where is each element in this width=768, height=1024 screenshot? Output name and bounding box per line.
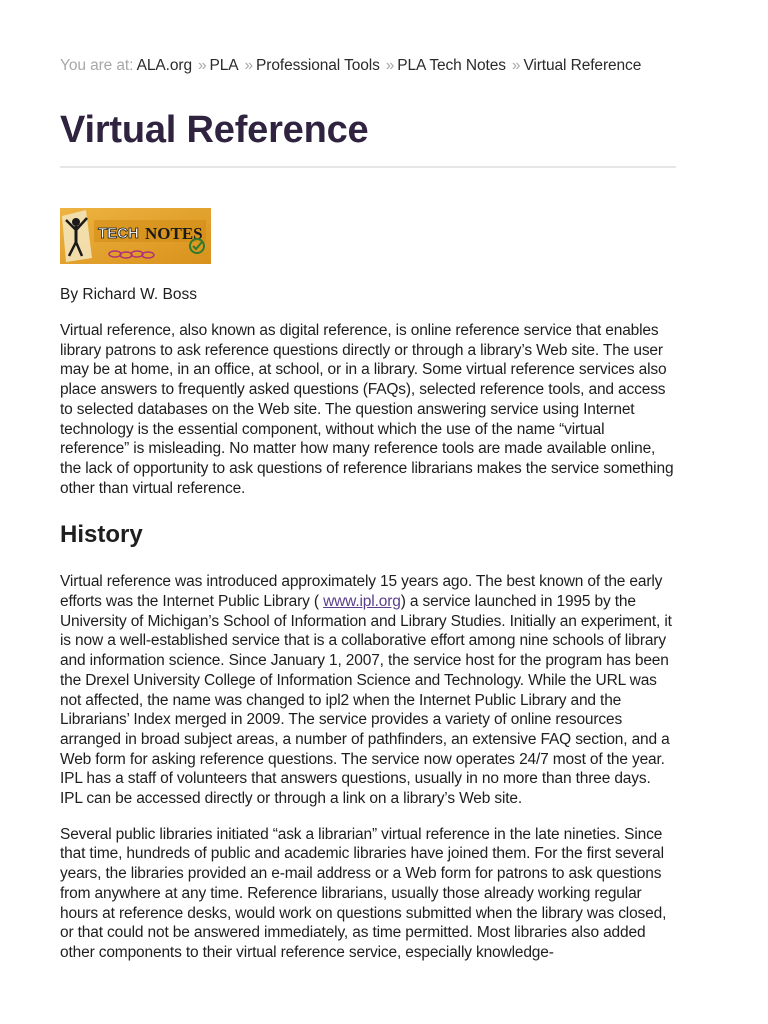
article-byline: By Richard W. Boss [60,286,197,303]
breadcrumb-separator: » [385,57,395,74]
logo-text-tech: TECH [98,225,139,242]
breadcrumb-link-ala[interactable]: ALA.org [136,57,192,74]
breadcrumb-link-pla[interactable]: PLA [209,57,239,74]
section-heading-history: History [60,521,143,549]
ipl-link[interactable]: www.ipl.org [323,593,401,611]
breadcrumb-separator: » [197,57,207,74]
article-page [60,56,676,963]
title-divider [60,166,676,168]
history-paragraph-2: Several public libraries initiated “ask a librarian” virtual reference in the late nineties. Since that time, hundreds of public and academic libraries have joined them. For the first several years, the libraries provided an e-mail address or a Web form for patrons to ask questions from anywhere at any time. Reference librarians, usually those already working regular hours at reference desks, would work on questions submitted when the library was closed, or that could not be answered immediately, as time permitted. Most libraries also added other components to their virtual reference service, especially knowledge- [60,825,667,961]
history-p1-text-before: Virtual reference was introduced approximately 15 years ago. The best known of the early efforts was the Internet Public Library ( [60,573,663,611]
history-p1-text-after: ) a service launched in 1995 by the University of Michigan’s School of Information and Library Studies. Initially an experiment, it is now a well-established service that is a collaborative effort among nine schools of library and information science. Since January 1, 2007, the service host for the program has been the Drexel University College of Information Science and Technology. While the URL was not affected, the name was changed to ipl2 when the Internet Public Library and the Librarians’ Index merged in 2009. The service provides a variety of online resources arranged in broad subject areas, a number of pathfinders, an extensive FAQ section, and a Web form for asking reference questions. The service now operates 24/7 most of the year. IPL has a staff of volunteers that answers questions, usually in no more than three days. IPL can be accessed directly or through a link on a library’s Web site. [60,593,672,808]
breadcrumb-separator: » [511,57,521,74]
logo-text-notes: NOTES [145,224,203,243]
page-title: Virtual Reference [60,109,369,151]
history-paragraph-1 [60,572,676,808]
breadcrumb-prefix: You are at: [60,57,134,74]
intro-paragraph: Virtual reference, also known as digital reference, is online reference service that enables library patrons to ask reference questions directly or through a library’s Web site. The user may be at home, in an office, at school, or in a library. Some virtual reference services also place answers to frequently asked questions (FAQs), selected reference tools, and access to selected databases on the Web site. The question answering service using Internet technology is the essential component, without which the use of the name “virtual reference” is misleading. No matter how many reference tools are made available online, the lack of opportunity to ask questions of reference librarians makes the service something other than virtual reference. [60,322,674,497]
technotes-logo-icon [60,208,211,264]
breadcrumb-current: Virtual Reference [523,57,642,74]
breadcrumb-link-professional-tools[interactable]: Professional Tools [256,57,380,74]
breadcrumb [60,56,676,76]
breadcrumb-link-pla-tech-notes[interactable]: PLA Tech Notes [397,57,506,74]
breadcrumb-separator: » [244,57,254,74]
